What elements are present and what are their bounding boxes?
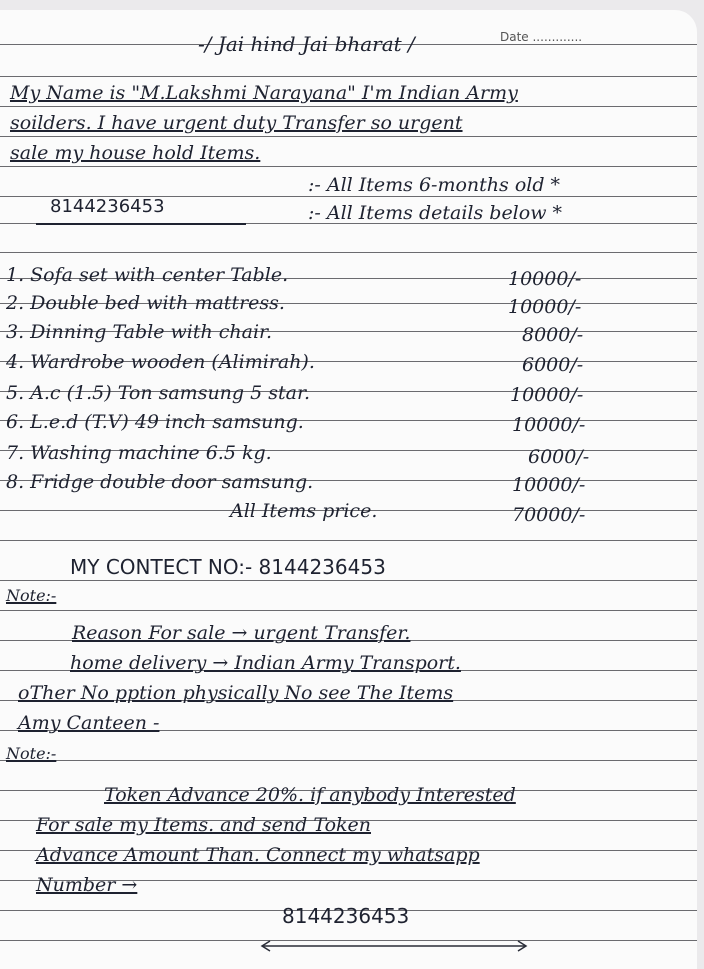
intro-line-3: sale my house hold Items. (10, 142, 261, 164)
note-line: Number → (36, 874, 138, 896)
note-line: home delivery → Indian Army Transport. (70, 652, 461, 674)
ruled-line (0, 76, 697, 77)
ruled-line (0, 106, 697, 107)
note-label: Note:- (6, 744, 57, 763)
intro-line-2: soilders. I have urgent duty Transfer so urgent (10, 112, 463, 134)
note-line: Reason For sale → urgent Transfer. (72, 622, 411, 644)
list-item: 6. L.e.d (T.V) 49 inch samsung. (6, 411, 304, 433)
list-item: 8. Fridge double door samsung. (6, 471, 314, 493)
list-item-price: 10000/- (508, 268, 582, 290)
note-line: Amy Canteen - (18, 712, 160, 734)
page-heading: -/ Jai hind Jai bharat / (198, 32, 415, 56)
age-note: :- All Items 6-months old * (308, 174, 561, 196)
ruled-line (0, 610, 697, 611)
list-item: 5. A.c (1.5) Ton samsung 5 star. (6, 382, 310, 404)
note-line: For sale my Items. and send Token (36, 814, 371, 836)
note-line: Token Advance 20%. if anybody Interested (104, 784, 516, 806)
list-item-price: 8000/- (522, 324, 584, 346)
ruled-line (0, 136, 697, 137)
list-item: 7. Washing machine 6.5 kg. (6, 442, 272, 464)
double-arrow-icon (258, 938, 530, 954)
note-line: Advance Amount Than. Connect my whatsapp (36, 844, 480, 866)
list-item-price: 10000/- (512, 474, 586, 496)
list-item: 2. Double bed with mattress. (6, 292, 285, 314)
note-label: Note:- (6, 586, 57, 605)
ruled-line (0, 580, 697, 581)
phone-underline (36, 223, 246, 225)
list-item: 3. Dinning Table with chair. (6, 321, 273, 343)
list-item-price: 6000/- (528, 446, 590, 468)
intro-line-1: My Name is "M.Lakshmi Narayana" I'm Indian Army (10, 82, 518, 104)
total-price: 70000/- (512, 504, 586, 526)
notebook-page (0, 10, 697, 969)
ruled-line (0, 252, 697, 253)
phone-number-top: 8144236453 (50, 196, 165, 217)
list-item-price: 6000/- (522, 354, 584, 376)
list-item-price: 10000/- (510, 384, 584, 406)
ruled-line (0, 166, 697, 167)
date-field-label: Date ............. (500, 30, 583, 44)
ruled-line (0, 760, 697, 761)
list-item-price: 10000/- (512, 414, 586, 436)
ruled-line (0, 540, 697, 541)
phone-number-bottom: 8144236453 (282, 904, 410, 928)
total-label: All Items price. (230, 500, 378, 522)
contact-number-heading: MY CONTECT NO:- 8144236453 (70, 555, 386, 579)
list-item: 4. Wardrobe wooden (Alimirah). (6, 351, 315, 373)
list-item-price: 10000/- (508, 296, 582, 318)
note-line: oTher No pption physically No see The Items (18, 682, 454, 704)
details-note: :- All Items details below * (308, 202, 563, 224)
list-item: 1. Sofa set with center Table. (6, 264, 289, 286)
